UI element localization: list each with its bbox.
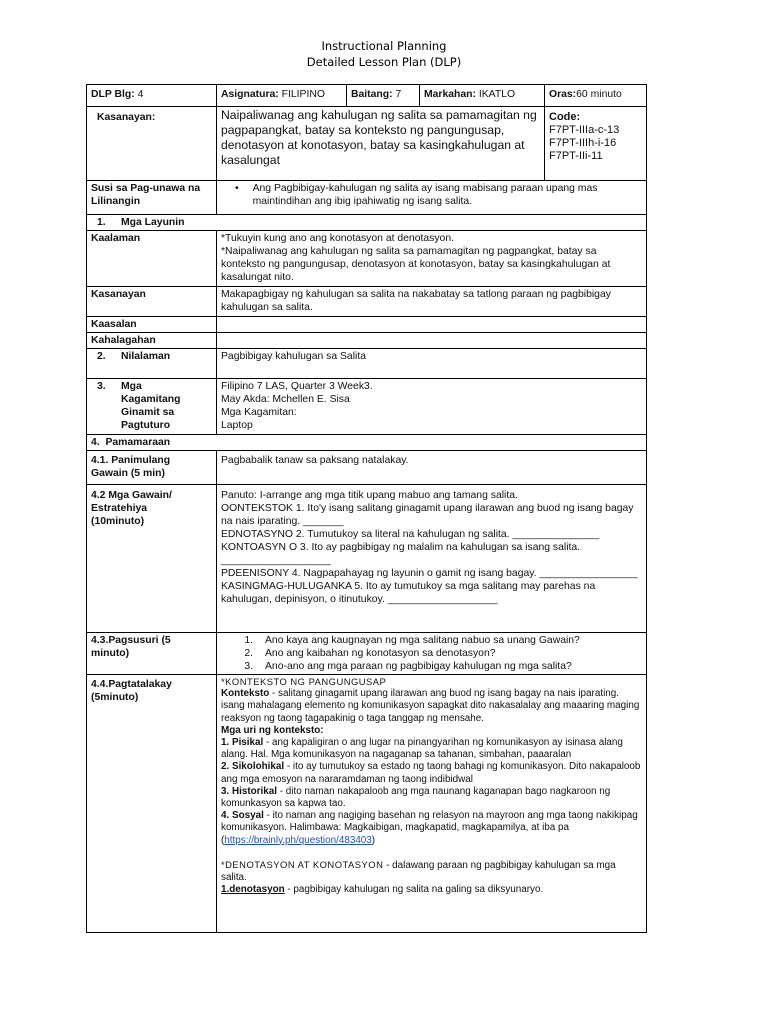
kahalagahan-row <box>87 333 647 349</box>
gawain-content <box>217 485 647 633</box>
bullet-icon: • <box>234 183 239 194</box>
panimulang-text: Pagbabalik tanaw sa paksang natalakay. <box>217 451 647 485</box>
denotasyon-item: 1.denotasyon - pagbibigay kahulugan ng salita na galing sa diksyunaryo. <box>221 884 544 896</box>
pagtatalakay-label-cell: 4.4.Pagtatalakay (5minuto) <box>87 675 217 933</box>
pamamaraan-row <box>87 435 647 451</box>
kagamitan-content: Filipino 7 LAS, Quarter 3 Week3. May Akda: Mchellen E. Sisa Mga Kagamitan: Laptop <box>217 379 647 435</box>
kaasalan-row <box>87 317 647 333</box>
pagsusuri-item-3: 3. Ano-ano ang mga paraan ng pagbibigay kahulugan ng mga salita? <box>244 661 572 672</box>
susi-label: Susi sa Pag-unawa na Lilinangin <box>87 181 217 215</box>
kaasalan-label: Kaasalan <box>87 317 217 333</box>
gawain-label-cell: 4.2 Mga Gawain/ Estratehiya (10minuto) <box>87 485 217 633</box>
layunin-row <box>87 215 647 231</box>
konteksto-definition: Konteksto - salitang ginagamit upang ilarawan ang buod ng isang bagay na nais iparating. isang mahalagang elemento ng komunikasyon sapagkat dito nakasalalay ang maaaring maging reaksyon ng taong tagapakinig o taga tanggap ng mensahe. <box>221 688 640 724</box>
pagsusuri-label-cell: 4.3.Pagsusuri (5 minuto) <box>87 633 217 675</box>
kasanayan2-label: Kasanayan <box>87 287 217 317</box>
kaalaman-label: Kaalaman <box>87 231 217 287</box>
kasanayan-text: Naipaliwanag ang kahulugan ng salita sa pamamagitan ng pagpapangkat, batay sa konteksto ng pangungusap, denotasyon at konotasyon, batay sa kasingkahulugan at kasalungat <box>217 107 545 181</box>
uri-heading: Mga uri ng konteksto: <box>221 724 324 736</box>
oras-cell: Oras:60 minuto <box>545 85 647 107</box>
panimulang-label-cell: 4.1. Panimulang Gawain (5 min) <box>87 451 217 485</box>
pamamaraan-heading: 4. Pamamaraan <box>87 435 647 451</box>
document-header <box>0 38 768 70</box>
susi-text: Ang Pagbibigay-kahulugan ng salita ay isang mabisang paraan upang mas maintindihan ang ibig ipahiwatig ng isang salita. <box>252 183 598 207</box>
gawain-line-1: Panuto: I-arrange ang mga titik upang mabuo ang tamang salita. <box>221 490 518 501</box>
nilalaman-row <box>87 349 647 379</box>
kagamitan-row <box>87 379 647 435</box>
document-title: Instructional Planning <box>321 39 447 53</box>
nilalaman-text: Pagbibigay kahulugan sa Salita <box>217 349 647 379</box>
historikal-item: 3. Historikal - dito naman nakapaloob ang mga naunang kaganapan bago nagkaroon ng komunkasyon sa kapwa tao. <box>221 785 611 810</box>
kahalagahan-label: Kahalagahan <box>87 333 217 349</box>
code-cell: Code: F7PT-IIIa-c-13 F7PT-IIIh-i-16 F7PT-IIi-11 <box>545 107 647 181</box>
susi-row <box>87 181 647 215</box>
kaasalan-content <box>217 317 647 333</box>
pagsusuri-content <box>217 633 647 675</box>
denotasyon-konotasyon-heading: *DENOTASYON AT KONOTASYON - dalawang paraan ng pagbibigay kahulugan sa mga salita. <box>221 858 616 884</box>
pagtatalakay-content <box>217 675 647 933</box>
document-subtitle: Detailed Lesson Plan (DLP) <box>306 55 462 69</box>
nilalaman-label-cell: 2. Nilalaman <box>87 349 217 379</box>
lesson-plan-table <box>86 84 647 933</box>
gawain-line-5: PDEENISONY 4. Nagpapahayag ng layunin o gamit ng isang bagay. _________________ <box>221 568 638 579</box>
kahalagahan-content <box>217 333 647 349</box>
gawain-row <box>87 485 647 633</box>
susi-content <box>217 181 647 215</box>
kasanayan-label-cell: Kasanayan: <box>87 107 217 181</box>
kasanayan-row <box>87 107 647 181</box>
code-3: F7PT-IIi-11 <box>549 150 603 162</box>
gawain-line-3: EDNOTASYNO 2. Tumutukoy sa literal na kahulugan ng salita. _______________ <box>221 529 600 540</box>
code-1: F7PT-IIIa-c-13 <box>549 124 620 136</box>
pagsusuri-item-1: 1. Ano kaya ang kaugnayan ng mga salitang nabuo sa unang Gawain? <box>244 635 580 646</box>
kasanayan2-row <box>87 287 647 317</box>
pagsusuri-row <box>87 633 647 675</box>
kaalaman-row <box>87 231 647 287</box>
gawain-line-2: OONTEKSTOK 1. Ito'y isang salitang ginagamit upang ilarawan ang buod ng isang bagay na nais iparating. _______ <box>221 503 634 527</box>
gawain-line-4: KONTOASYN O 3. Ito ay pagbibigay ng malalim na kahulugan sa isang salita. ___________________ <box>221 542 581 566</box>
baitang-cell: Baitang: 7 <box>347 85 420 107</box>
pagsusuri-item-2: 2. Ano ang kaibahan ng konotasyon sa denotasyon? <box>244 648 496 659</box>
brainly-link[interactable]: https://brainly.ph/question/483403 <box>224 834 372 846</box>
panimulang-row <box>87 451 647 485</box>
kaalaman-content: *Tukuyin kung ano ang konotasyon at denotasyon. *Naipaliwanag ang kahulugan ng salita sa pamamagitan ng pagpangkat, batay sa konteksto ng pangungusap, denotasyon at konotasyon, batay sa kasingkahulugan at kasalungat nito. <box>217 231 647 287</box>
asignatura-cell: Asignatura: FILIPINO <box>217 85 347 107</box>
sikolohikal-item: 2. Sikolohikal - ito ay tumutukoy sa estado ng taong bahagi ng komunikasyon. Dito nakapaloob ang mga emosyon na nararamdaman ng taong indibidwal <box>221 761 641 785</box>
layunin-heading: 1. Mga Layunin <box>87 215 647 231</box>
pisikal-item: 1. Pisikal - ang kapaligiran o ang lugar na pinangyarihan ng komunikasyon ay isinasa alang alang. Hal. Mga komunikasyon na nagaganap sa tahanan, simbahan, paaaralan <box>221 737 623 761</box>
gawain-line-6: KASINGMAG-HULUGANKA 5. Ito ay tumutukoy sa mga salitang may parehas na kahulugan, depinisyon, o itinutukoy. ___________________ <box>221 581 596 605</box>
code-2: F7PT-IIIh-i-16 <box>549 137 617 149</box>
dlp-number-cell: DLP Blg: 4 <box>87 85 217 107</box>
markahan-cell: Markahan: IKATLO <box>420 85 545 107</box>
kasanayan2-text: Makapagbigay ng kahulugan sa salita na nakabatay sa tatlong paraan ng pagbibigay kahulugan sa salita. <box>217 287 647 317</box>
konteksto-heading: *KONTEKSTO NG PANGUNGUSAP <box>221 676 387 687</box>
sosyal-item: 4. Sosyal - ito naman ang nagiging basehan ng relasyon na mayroon ang mga taong nakikipag komunikasyon. Halimbawa: Magkaibigan, magkapatid, magkapamilya, at iba pa (https://brainly.ph/question/483403) <box>221 810 638 846</box>
pagtatalakay-row <box>87 675 647 933</box>
kagamitan-label-cell: 3. Mga Kagamitang Ginamit sa Pagtuturo <box>87 379 217 435</box>
top-info-row <box>87 85 647 107</box>
